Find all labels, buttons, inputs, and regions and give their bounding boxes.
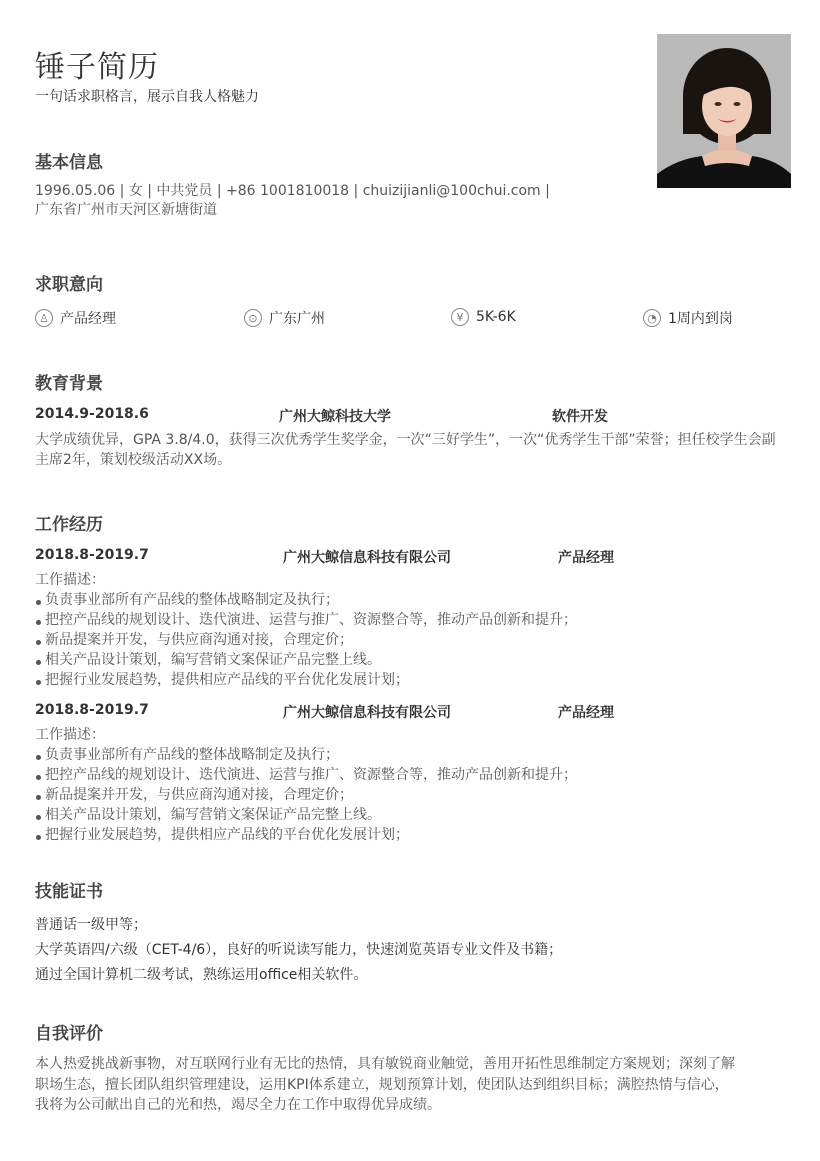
intent-availability [643,308,733,328]
section-title-skills: 技能证书 [35,882,103,902]
job-date: 2018.8-2019.7 [35,547,149,563]
list-item: 普通话一级甲等； [35,917,147,933]
job-company: 广州大鲸信息科技有限公司 [283,705,451,721]
list-item: 把握行业发展趋势，提供相应产品线的平台优化发展计划； [35,825,795,845]
list-item: 把控产品线的规划设计、迭代演进、运营与推广、资源整合等，推动产品创新和提升； [35,765,795,785]
section-title-basic-info: 基本信息 [35,153,103,173]
job-company: 广州大鲸信息科技有限公司 [283,550,451,566]
paragraph-line: 职场生态，擅长团队组织管理建设，运用KPI体系建立，规划预算计划，使团队达到组织目标；满腔热情与信心， [35,1076,729,1093]
yen-icon: ¥ [451,308,469,326]
education-date: 2014.9-2018.6 [35,406,149,422]
job-role: 产品经理 [558,705,614,721]
paragraph-line: 本人热爱挑战新事物，对互联网行业有无比的热情，具有敏锐商业触觉，善用开拓性思维制定方案规划；深刻了解 [35,1056,735,1072]
self-evaluation-text [35,1054,805,1116]
list-item: 大学英语四/六级（CET-4/6），良好的听说读写能力，快速浏览英语专业文件及书籍； [35,942,563,958]
tie-icon: ♙ [35,309,53,327]
resume-name: 锤子简历 [35,50,159,85]
paragraph-line: 我将为公司献出自己的光和热，竭尽全力在工作中取得优异成绩。 [35,1097,441,1113]
job-motto: 一句话求职格言，展示自我人格魅力 [35,89,259,105]
address-line: 广东省广州市天河区新塘街道 [35,202,217,218]
intent-salary [451,308,516,326]
list-item: 负责事业部所有产品线的整体战略制定及执行； [35,745,795,765]
skills-list [35,913,805,988]
job-desc-list [35,570,795,690]
intent-city-label: 广东广州 [269,311,325,327]
list-item: 相关产品设计策划，编写营销文案保证产品完整上线。 [35,650,795,670]
job-desc-list [35,725,795,845]
job-desc-label: 工作描述： [35,572,105,588]
list-item: 新品提案并开发，与供应商沟通对接，合理定价； [35,785,795,805]
section-title-work: 工作经历 [35,515,103,535]
education-desc-line: 大学成绩优异，GPA 3.8/4.0，获得三次优秀学生奖学金，一次“三好学生”，一次“优秀学生干部”荣誉；担任校学生会副 [35,432,776,448]
list-item: 把握行业发展趋势，提供相应产品线的平台优化发展计划； [35,670,795,690]
portrait-image-icon [657,34,791,188]
education-desc-line: 主席2年，策划校级活动XX场。 [35,452,232,468]
location-pin-icon: ⊙ [244,309,262,327]
intent-position-label: 产品经理 [60,311,116,327]
intent-availability-label: 1周内到岗 [668,311,733,327]
section-title-job-intent: 求职意向 [35,275,103,295]
job-date: 2018.8-2019.7 [35,702,149,718]
section-title-education: 教育背景 [35,374,103,394]
intent-salary-label: 5K-6K [476,309,516,325]
list-item: 新品提案并开发，与供应商沟通对接，合理定价； [35,630,795,650]
list-item: 通过全国计算机二级考试，熟练运用office相关软件。 [35,967,368,983]
list-item: 把控产品线的规划设计、迭代演进、运营与推广、资源整合等，推动产品创新和提升； [35,610,795,630]
education-school: 广州大鲸科技大学 [279,409,391,425]
education-major: 软件开发 [552,409,608,425]
intent-city [244,308,325,328]
clock-icon: ◔ [643,309,661,327]
list-item: 相关产品设计策划，编写营销文案保证产品完整上线。 [35,805,795,825]
basic-info-line: 1996.05.06 | 女 | 中共党员 | +86 1001810018 | chuizijianli@100chui.com | [35,183,550,199]
list-item: 负责事业部所有产品线的整体战略制定及执行； [35,590,795,610]
job-role: 产品经理 [558,550,614,566]
profile-photo [657,34,791,188]
intent-position [35,308,116,328]
job-desc-label: 工作描述： [35,727,105,743]
section-title-self-evaluation: 自我评价 [35,1024,103,1044]
